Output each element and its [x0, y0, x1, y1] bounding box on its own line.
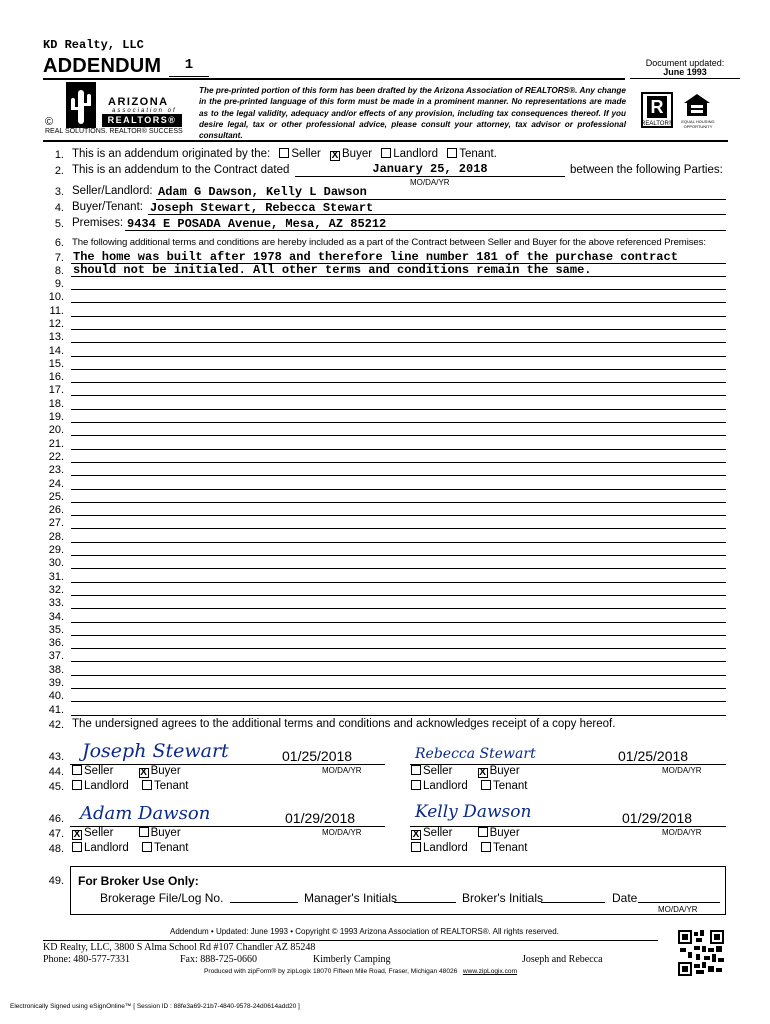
line-number: 42. [48, 719, 64, 731]
seller-checkbox[interactable]: X [412, 829, 420, 840]
buyer-checkbox[interactable] [139, 827, 149, 837]
line-number: 25. [48, 490, 64, 503]
qr-code-icon [678, 930, 724, 976]
file-no-label: Brokerage File/Log No. [100, 891, 224, 905]
blank-terms-line[interactable] [71, 382, 726, 383]
divider [43, 940, 658, 941]
office-fax: Fax: 888-725-0660 [180, 954, 257, 965]
landlord-label: Landlord [423, 842, 468, 854]
produced-text: Produced with zipForm® by zipLogix 18070 Fifteen Mile Road, Fraser, Michigan 48026 [204, 968, 458, 975]
produced-with [204, 968, 517, 975]
equal-housing-icon [683, 93, 711, 117]
realtor-logo-text: REALTOR® [641, 121, 674, 127]
line-number: 20. [48, 424, 64, 437]
page-title: ADDENDUM [43, 55, 162, 77]
contract-dated-label: This is an addendum to the Contract dated [72, 164, 290, 176]
landlord-checkbox[interactable] [411, 842, 421, 852]
line-number: 21. [48, 437, 64, 450]
assoc-realtors: REALTORS® [102, 114, 182, 127]
line-number: 27. [48, 517, 64, 530]
landlord-checkbox[interactable] [72, 842, 82, 852]
buyer-checkbox[interactable]: X [479, 767, 486, 778]
line-number: 6. [54, 237, 64, 249]
premises-label: Premises: [72, 217, 124, 229]
blank-terms-line[interactable] [71, 316, 726, 317]
agent-name: Kimberly Camping [313, 954, 391, 965]
blank-terms-line[interactable] [71, 395, 726, 396]
manager-initials-label: Manager's Initials [304, 891, 397, 905]
buyer-tenant-label: Buyer/Tenant: [72, 201, 143, 213]
disclaimer-text: The pre-printed portion of this form has been drafted by the Arizona Association of REALTORS®. Any change in the pre-printed language of this form must be made in a prominent manner. No representations are made as to the legal validity, adequacy and/or effects of any provision, including tax consequences thereof. If you desire legal, tax or other professional advice, please consult your attorney, tax advisor or professional consultant. [199, 86, 626, 141]
field-underline [71, 276, 726, 277]
sign-date-2[interactable]: 01/25/2018 [618, 748, 689, 764]
assoc-slogan: REAL SOLUTIONS. REALTOR® SUCCESS [45, 128, 183, 135]
divider [43, 140, 728, 142]
terms-line-7[interactable]: The home was built after 1978 and therefore line number 181 of the purchase contract [73, 250, 678, 264]
line-number: 8. [54, 265, 64, 277]
broker-initials-field[interactable] [541, 902, 605, 903]
landlord-label: Landlord [393, 148, 439, 160]
blank-terms-line[interactable] [71, 688, 726, 689]
assoc-name: ARIZONA [108, 96, 169, 108]
line-number: 40. [48, 690, 64, 703]
line-number: 2. [54, 165, 64, 177]
seller-checkbox[interactable] [411, 765, 421, 775]
buyer-checkbox[interactable]: X [140, 767, 147, 778]
line-number: 24. [48, 477, 64, 490]
blank-terms-line[interactable] [71, 356, 726, 357]
doc-updated-date: June 1993 [663, 67, 707, 77]
divider [43, 78, 625, 80]
date-format-hint: MO/DA/YR [322, 828, 362, 837]
line-number: 33. [48, 597, 64, 610]
blank-terms-line[interactable] [71, 701, 726, 702]
blank-terms-line[interactable] [71, 449, 726, 450]
buyer-checkbox[interactable]: X [331, 150, 339, 161]
tenant-label: Tenant [492, 842, 528, 854]
line-number: 44. [48, 766, 64, 778]
line-number: 1. [54, 149, 64, 161]
sign-date-3[interactable]: 01/29/2018 [285, 810, 356, 826]
line-number: 11. [49, 304, 64, 317]
seller-checkbox[interactable] [279, 148, 289, 158]
blank-terms-line[interactable] [71, 648, 726, 649]
seller-label: Seller [84, 765, 114, 777]
blank-terms-line[interactable] [71, 502, 726, 503]
line-number: 10. [48, 291, 64, 304]
line-number: 31. [48, 570, 64, 583]
line-number: 19. [48, 411, 64, 423]
copyright-symbol: © [45, 116, 54, 128]
premises-field[interactable]: 9434 E POSADA Avenue, Mesa, AZ 85212 [127, 217, 387, 231]
broker-initials-label: Broker's Initials [462, 891, 543, 905]
blank-terms-line[interactable] [71, 675, 726, 676]
broker-date-field[interactable] [638, 902, 720, 903]
blank-terms-line[interactable] [71, 608, 726, 609]
manager-initials-field[interactable] [394, 902, 456, 903]
line-number: 9. [54, 278, 64, 290]
field-underline [156, 199, 726, 200]
blank-terms-line[interactable] [71, 289, 726, 290]
realtor-r-icon: R [647, 96, 667, 118]
originated-by-row [72, 148, 497, 161]
buyer-label: Buyer [342, 148, 373, 160]
line-number: 4. [54, 202, 64, 214]
buyer-signature-2[interactable]: Rebecca Stewart [415, 746, 536, 762]
blank-terms-line[interactable] [71, 582, 726, 583]
date-format-hint: MO/DA/YR [662, 828, 702, 837]
landlord-label: Landlord [423, 780, 468, 792]
line-number: 47. [48, 828, 64, 840]
line-number: 30. [48, 557, 64, 570]
blank-terms-line[interactable] [71, 302, 726, 303]
buyer-label: Buyer [489, 827, 520, 839]
tenant-label: Tenant [153, 780, 189, 792]
blank-terms-line[interactable] [71, 568, 726, 569]
tenant-checkbox[interactable] [481, 842, 491, 852]
seller-label: Seller [291, 148, 321, 160]
buyer-checkbox[interactable] [478, 827, 488, 837]
seller-signature-1[interactable]: Adam Dawson [80, 803, 211, 824]
blank-terms-line[interactable] [71, 715, 726, 716]
landlord-checkbox[interactable] [381, 148, 391, 158]
line-number: 15. [48, 357, 64, 370]
date-format-hint: MO/DA/YR [662, 766, 702, 775]
blank-terms-line[interactable] [71, 515, 726, 516]
landlord-label: Landlord [84, 842, 129, 854]
line-number: 14. [48, 344, 64, 357]
line-number: 45. [48, 781, 64, 793]
tenant-checkbox[interactable] [481, 780, 491, 790]
divider [630, 78, 740, 79]
blank-terms-line[interactable] [71, 661, 726, 662]
line-number: 34. [48, 610, 64, 623]
blank-terms-line[interactable] [71, 462, 726, 463]
line-number: 5. [54, 218, 64, 230]
tenant-label: Tenant [492, 780, 528, 792]
role-row [405, 827, 520, 840]
blank-terms-line[interactable] [71, 489, 726, 490]
field-underline [148, 214, 726, 215]
line-number: 12. [48, 317, 64, 330]
line-number: 32. [48, 583, 64, 596]
tenant-checkbox[interactable] [142, 842, 152, 852]
line-number: 13. [48, 331, 64, 344]
originated-label: This is an addendum originated by the: [72, 148, 271, 160]
blank-terms-line[interactable] [71, 369, 726, 370]
date-format-hint: MO/DA/YR [658, 905, 698, 914]
blank-terms-line[interactable] [71, 435, 726, 436]
ziplogix-link[interactable]: www.zipLogix.com [462, 968, 518, 975]
form-info: Addendum • Updated: June 1993 • Copyright © 1993 Arizona Association of REALTORS®. All rights reserved. [170, 927, 559, 936]
line-number: 38. [48, 663, 64, 676]
date-format-hint: MO/DA/YR [322, 766, 362, 775]
blank-terms-line[interactable] [71, 542, 726, 543]
seller-label: Seller [423, 827, 453, 839]
blank-terms-line[interactable] [71, 635, 726, 636]
line-number: 3. [54, 186, 64, 198]
landlord-label: Landlord [84, 780, 129, 792]
file-no-field[interactable] [230, 902, 298, 903]
seller-landlord-label: Seller/Landlord: [72, 185, 153, 197]
company-name: KD Realty, LLC [43, 38, 144, 52]
assoc-sub: association of [112, 108, 177, 114]
seller-signature-2[interactable]: Kelly Dawson [415, 802, 532, 822]
line-number: 48. [48, 843, 64, 855]
role-row [405, 765, 520, 778]
line-number: 22. [48, 450, 64, 463]
between-parties-label: between the following Parties: [570, 164, 723, 176]
line-number: 37. [48, 650, 64, 663]
seller-checkbox[interactable] [72, 765, 82, 775]
tenant-label: Tenant [153, 842, 189, 854]
doc-updated-label: Document updated: [645, 58, 725, 68]
line-number: 17. [48, 384, 64, 397]
line-number: 43. [48, 751, 64, 763]
buyer-signature-1[interactable]: Joseph Stewart [82, 740, 229, 762]
line-number: 49. [48, 875, 64, 887]
seller-label: Seller [423, 765, 453, 777]
acknowledgement-text: The undersigned agrees to the additional terms and conditions and acknowledges receipt of a copy hereof. [72, 718, 616, 730]
blank-terms-line[interactable] [71, 409, 726, 410]
landlord-checkbox[interactable] [411, 780, 421, 790]
office-phone: Phone: 480-577-7331 [43, 954, 130, 965]
date-format-hint: MO/DA/YR [410, 178, 450, 187]
landlord-checkbox[interactable] [72, 780, 82, 790]
buyer-label: Buyer [150, 827, 181, 839]
role-row [405, 780, 528, 792]
buyer-label: Buyer [489, 765, 520, 777]
office-address: KD Realty, LLC, 3800 S Alma School Rd #107 Chandler AZ 85248 [43, 942, 316, 953]
line-number: 41. [48, 703, 64, 716]
blank-terms-line[interactable] [71, 622, 726, 623]
line-number: 36. [48, 637, 64, 650]
role-row [66, 765, 181, 778]
line-number: 39. [48, 677, 64, 689]
esign-notice: Electronically Signed using eSignOnline™ [ Session ID : 88fe3a69-21b7-4840-9578-24d0614add20 ] [10, 1003, 300, 1010]
eho-text: EQUAL HOUSING OPPORTUNITY [681, 119, 715, 129]
line-number: 46. [48, 813, 64, 825]
broker-date-label: Date [612, 891, 638, 905]
blank-terms-line[interactable] [71, 528, 726, 529]
contract-date-field[interactable]: January 25, 2018 [295, 162, 565, 177]
role-row [405, 842, 528, 854]
line-number: 16. [48, 371, 64, 384]
line-number: 35. [48, 623, 64, 636]
sign-date-1[interactable]: 01/25/2018 [282, 748, 353, 764]
role-row [66, 780, 189, 792]
line-number: 29. [48, 544, 64, 556]
blank-terms-line[interactable] [71, 329, 726, 330]
file-name: Joseph and Rebecca [522, 954, 603, 965]
terms-line-8[interactable]: should not be initialed. All other terms and conditions remain the same. [73, 263, 592, 277]
blank-terms-line[interactable] [71, 555, 726, 556]
line-number: 7. [54, 252, 64, 264]
tenant-label: Tenant. [459, 148, 497, 160]
tenant-checkbox[interactable] [447, 148, 457, 158]
blank-terms-line[interactable] [71, 422, 726, 423]
broker-title: For Broker Use Only: [78, 874, 199, 888]
seller-landlord-field[interactable]: Adam G Dawson, Kelly L Dawson [158, 185, 367, 199]
seller-checkbox[interactable]: X [73, 829, 81, 840]
blank-terms-line[interactable] [71, 595, 726, 596]
line-number: 28. [48, 530, 64, 543]
field-underline [125, 230, 726, 231]
buyer-label: Buyer [150, 765, 181, 777]
blank-terms-line[interactable] [71, 475, 726, 476]
line-number: 26. [48, 504, 64, 517]
tenant-checkbox[interactable] [142, 780, 152, 790]
line-number: 18. [48, 397, 64, 410]
addendum-number[interactable]: 1 [169, 57, 209, 77]
buyer-tenant-field[interactable]: Joseph Stewart, Rebecca Stewart [150, 201, 374, 215]
seller-label: Seller [84, 827, 114, 839]
terms-intro-text: The following additional terms and conditions are hereby included as a part of the Contract between Seller and Buyer for the above referenced Premises: [72, 237, 706, 248]
sign-date-4[interactable]: 01/29/2018 [622, 810, 693, 826]
role-row [66, 827, 181, 840]
role-row [66, 842, 189, 854]
line-number: 23. [48, 464, 64, 477]
arizona-cactus-logo [66, 82, 96, 128]
blank-terms-line[interactable] [71, 342, 726, 343]
